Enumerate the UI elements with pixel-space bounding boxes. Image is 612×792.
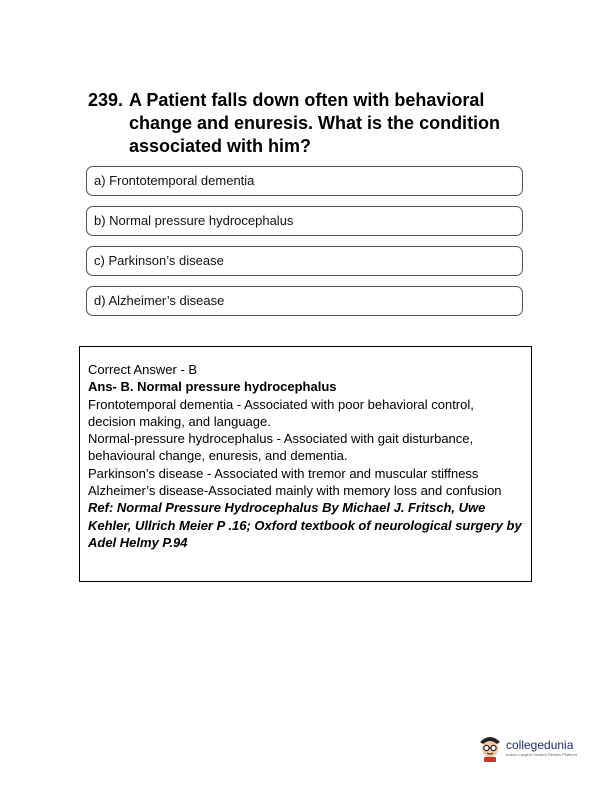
question-number: 239. xyxy=(88,90,124,110)
explanation-line: Parkinson’s disease - Associated with tremor and muscular stiffness xyxy=(88,465,479,481)
mascot-icon xyxy=(478,733,502,763)
question-text: A Patient falls down often with behavioral change and enuresis. What is the condition associated with him? xyxy=(129,90,501,156)
reference: Ref: Normal Pressure Hydrocephalus By Michael J. Fritsch, Uwe Kehler, Ullrich Meier P .16; Oxford textbook of neurological surgery by Adel Helmy P.94 xyxy=(88,500,522,550)
option-b[interactable]: b) Normal pressure hydrocephalus xyxy=(86,206,523,236)
correct-answer: Correct Answer - B xyxy=(88,362,198,377)
collegedunia-logo xyxy=(478,730,584,766)
logo-brand: collegedunia xyxy=(506,737,574,752)
question xyxy=(88,89,538,158)
answer-heading: Ans- B. Normal pressure hydrocephalus xyxy=(88,379,337,395)
option-a[interactable]: a) Frontotemporal dementia xyxy=(86,166,523,196)
explanation-line: Alzheimer’s disease-Associated mainly with memory loss and confusion xyxy=(88,483,502,499)
option-d[interactable]: d) Alzheimer’s disease xyxy=(86,286,523,316)
explanation-line: Normal-pressure hydrocephalus - Associated with gait disturbance, behavioural change, enuresis, and dementia. xyxy=(88,431,474,464)
explanation-line: Frontotemporal dementia - Associated with poor behavioral control, decision making, and language. xyxy=(88,396,474,429)
option-c[interactable]: c) Parkinson’s disease xyxy=(86,246,523,276)
answer-explanation-box xyxy=(79,346,532,582)
logo-tagline: India's Largest Student Review Platform xyxy=(506,751,578,757)
